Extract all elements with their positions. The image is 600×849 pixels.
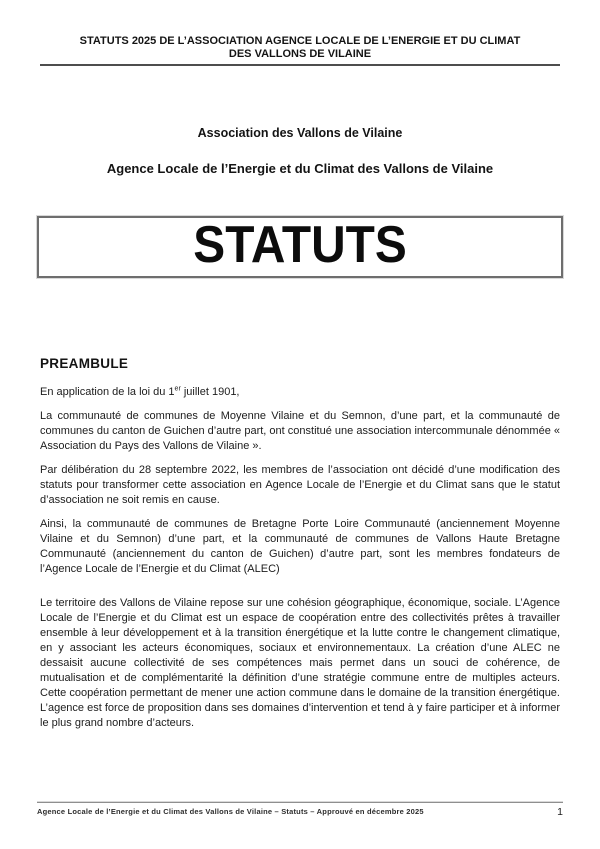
preamble-heading: PREAMBULE	[40, 356, 129, 371]
law-reference-end: juillet 1901,	[180, 386, 240, 398]
paragraph-founding-members: Ainsi, la communauté de communes de Bretagne Porte Loire Communauté (anciennement Moyenne Vilaine et du Semnon) d’une part, et la communauté de communes de Vallons Haute Bretagne Communauté (anciennement du canton de Guichen) d’autre part, sont les membres fondateurs de l’Agence Locale de l’Energie et du Climat (ALEC)	[40, 518, 560, 575]
header-line-2: DES VALLONS DE VILAINE	[228, 48, 372, 60]
document-body	[40, 385, 560, 731]
law-reference-start: En application de la loi du 1	[40, 386, 175, 398]
header-line-1: STATUTS 2025 DE L’ASSOCIATION AGENCE LOCALE DE L’ENERGIE ET DU CLIMAT	[79, 35, 521, 47]
paragraph-deliberation: Par délibération du 28 septembre 2022, les membres de l’association ont décidé d’une modification des statuts pour transformer cette association en Agence Locale de l’Energie et du Climat sans que le statut d’association ne soit remis en cause.	[40, 464, 560, 506]
page-number: 1	[557, 806, 563, 818]
paragraph-territory: Le territoire des Vallons de Vilaine repose sur une cohésion géographique, économique, sociale. L’Agence Locale de l’Energie et du Climat est un espace de coopération entre des collectivités prêtes à travailler ensemble à leur développement et à la transition énergétique et la lutte contre le changement climatique, en y associant les acteurs économiques, sociaux et environnementaux. La création d’une ALEC ne dessaisit aucune collectivité de ses compétences mais permet dans un souci de cohérence, de mutualisation et de complémentarité la définition d’une stratégie commune entre de multiples acteurs. Cette coopération permettant de mener une action commune dans le domaine de la transition énergétique. L’agence est force de proposition dans ses domaines d’intervention et tend à y faire participer et à informer le plus grand nombre d’acteurs.	[40, 597, 560, 729]
document-footer	[37, 802, 563, 819]
paragraph-founding: La communauté de communes de Moyenne Vilaine et du Semnon, d’une part, et la communauté de communes du canton de Guichen d’autre part, ont constitué une association intercommunale dénommée « Association du Pays des Vallons de Vilaine ».	[40, 410, 560, 452]
agency-title: Agence Locale de l’Energie et du Climat des Vallons de Vilaine	[106, 161, 494, 176]
ordinal-superscript: er	[174, 385, 181, 393]
document-header	[40, 35, 560, 66]
main-title: STATUTS	[193, 216, 407, 274]
paragraph-law-reference	[40, 385, 560, 400]
statuts-title-box	[37, 216, 563, 278]
association-title: Association des Vallons de Vilaine	[197, 126, 403, 140]
footer-text: Agence Locale de l’Energie et du Climat des Vallons de Vilaine – Statuts – Approuvé en décembre 2025	[37, 807, 424, 816]
